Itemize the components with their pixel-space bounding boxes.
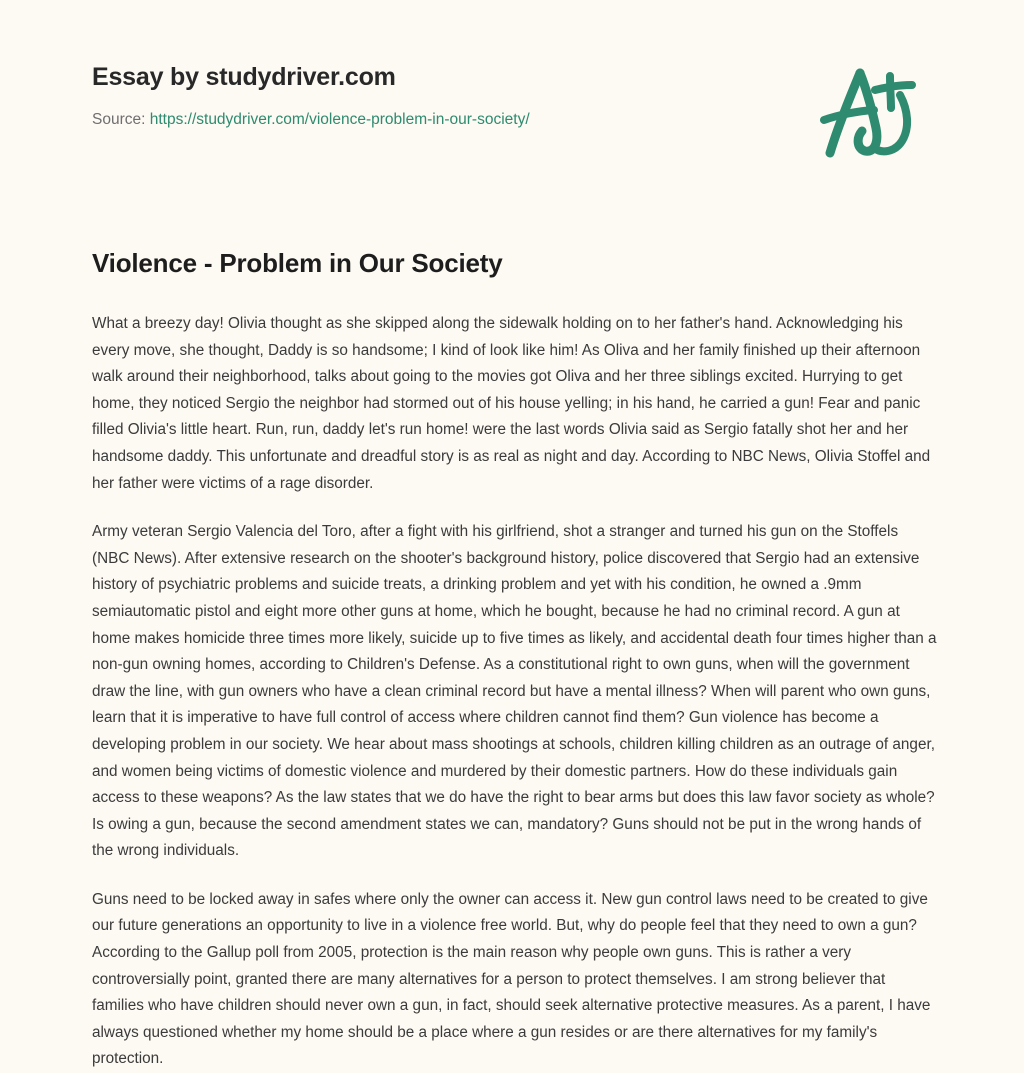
essay-paragraph: Guns need to be locked away in safes where only the owner can access it. New gun control laws need to be created to give our future generations an opportunity to live in a violence free world. But, why do people feel that they need to own a gun? According to the Gallup poll from 2005, protection is the main reason why people own guns. This is rather a very controversially point, granted there are many alternatives for a person to protect themselves. I am strong believer that families who have children should never own a gun, in fact, should seek alternative protective measures. As a parent, I have always questioned whether my home should be a place where a gun resides or are there alternatives for my family's protection. [92, 890, 931, 1068]
a-plus-logo [812, 58, 930, 170]
a-plus-logo-icon [812, 58, 930, 170]
essay-header [92, 62, 932, 130]
essay-byline: Essay by studydriver.com [92, 63, 396, 91]
essay-body [92, 311, 937, 1073]
essay-paragraph: What a breezy day! Olivia thought as she skipped along the sidewalk holding on to her father's hand. Acknowledging his every move, she thought, Daddy is so handsome; I kind of look like him! As Oliva and her family finished up their afternoon walk around their neighborhood, talks about going to the movies got Oliva and her three siblings excited. Hurrying to get home, they noticed Sergio the neighbor had stormed out of his house yelling; in his hand, he carried a gun! Fear and panic filled Olivia's little heart. Run, run, daddy let's run home! were the last words Olivia said as Sergio fatally shot her and her handsome daddy. This unfortunate and dreadful story is as real as night and day. According to NBC News, Olivia Stoffel and her father were victims of a rage disorder. [92, 315, 931, 492]
source-line [92, 110, 932, 130]
source-label: Source: [92, 111, 146, 128]
essay-paragraph: Army veteran Sergio Valencia del Toro, after a fight with his girlfriend, shot a stranger and turned his gun on the Stoffels (NBC News). After extensive research on the shooter's background history, police discovered that Sergio had an extensive history of psychiatric problems and suicide treats, a drinking problem and yet with his condition, he owned a .9mm semiautomatic pistol and eight more other guns at home, which he bought, because he had no criminal record. A gun at home makes homicide three times more likely, suicide up to five times as likely, and accidental death four times higher than a non-gun owning homes, according to Children's Defense. As a constitutional right to own guns, when will the government draw the line, with gun owners who have a clean criminal record but have a mental illness? When will parent who own guns, learn that it is imperative to have full control of access where children cannot find them? Gun violence has become a developing problem in our society. We hear about mass shootings at schools, children killing children as an outrage of anger, and women being victims of domestic violence and murdered by their domestic partners. How do these individuals gain access to these weapons? As the law states that we do have the right to bear arms but does this law favor society as whole? Is owing a gun, because the second amendment states we can, mandatory? Guns should not be put in the wrong hands of the wrong individuals. [92, 523, 937, 860]
source-url-link[interactable]: https://studydriver.com/violence-problem-in-our-society/ [149, 111, 530, 128]
page-title: Violence - Problem in Our Society [92, 248, 503, 278]
